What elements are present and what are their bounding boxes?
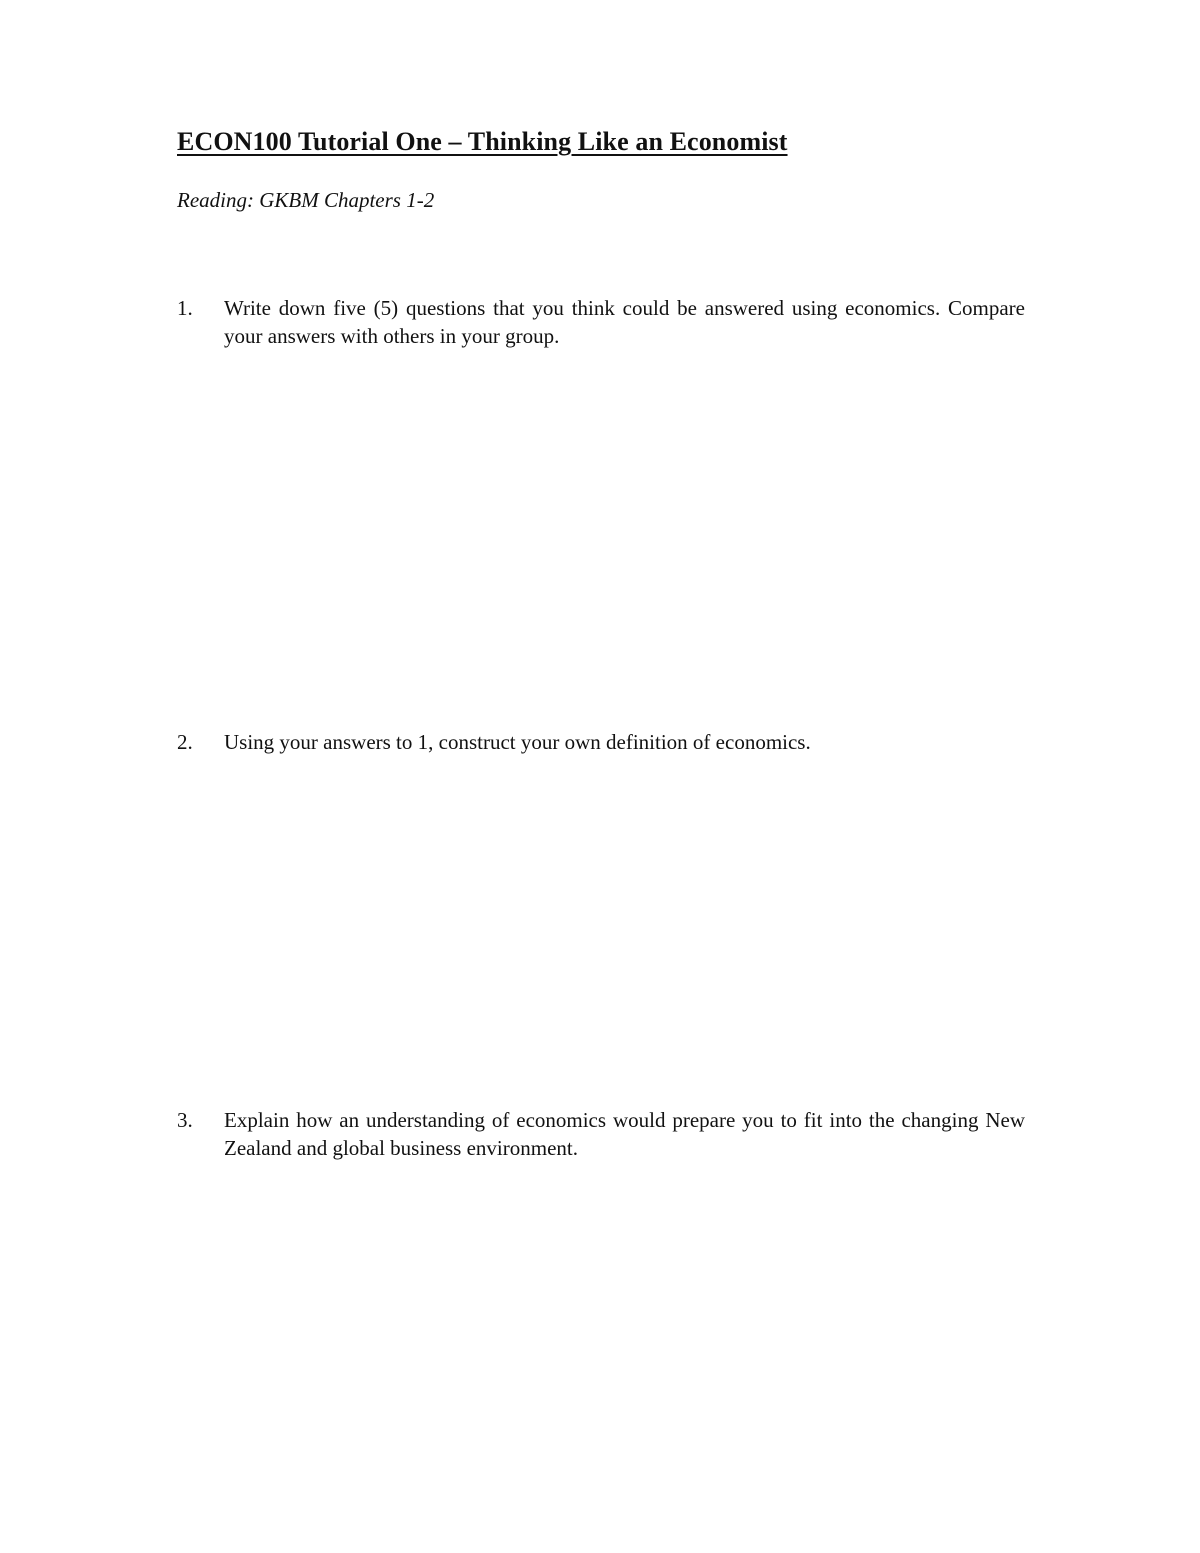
- question-number: 2.: [177, 730, 193, 754]
- question-item: [177, 1106, 1025, 1162]
- document-title: ECON100 Tutorial One – Thinking Like an Economist: [177, 127, 788, 156]
- question-item: [177, 294, 1025, 350]
- question-number: 3.: [177, 1108, 193, 1132]
- question-text: Write down five (5) questions that you think could be answered using economics. Compare your answers with others in your group.: [224, 296, 1025, 348]
- question-number: 1.: [177, 296, 193, 320]
- question-item: [177, 728, 1025, 756]
- question-text: Explain how an understanding of economics would prepare you to fit into the changing New Zealand and global business environment.: [224, 1108, 1025, 1160]
- reading-note: Reading: GKBM Chapters 1-2: [177, 188, 435, 212]
- question-text: Using your answers to 1, construct your own definition of economics.: [224, 730, 811, 754]
